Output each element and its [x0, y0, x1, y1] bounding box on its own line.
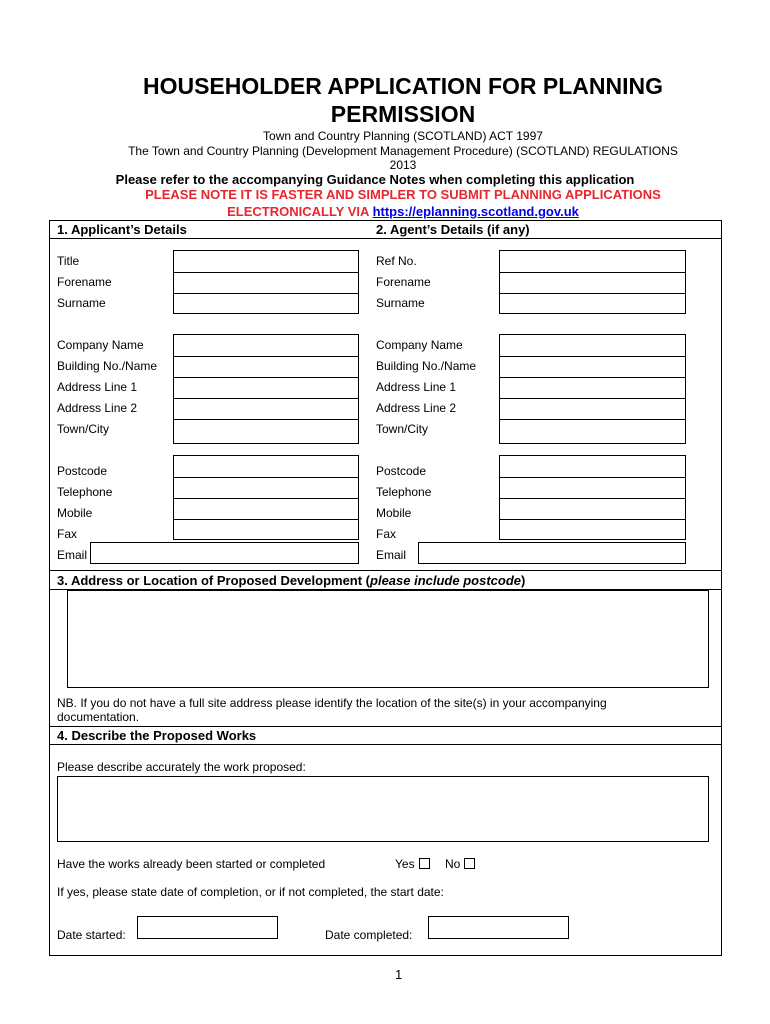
agent-surname-label: Surname	[376, 296, 425, 310]
agent-company-label: Company Name	[376, 338, 463, 352]
applicant-telephone-input[interactable]	[174, 478, 358, 499]
applicant-address2-input[interactable]	[174, 399, 358, 420]
site-address-input[interactable]	[67, 590, 709, 688]
applicant-postcode-input[interactable]	[174, 456, 358, 478]
site-address-heading-text: 3. Address or Location of Proposed Development (	[57, 573, 371, 588]
agent-email-input[interactable]	[418, 542, 686, 564]
agent-postcode-label: Postcode	[376, 464, 427, 478]
site-address-note-line2: documentation.	[57, 710, 140, 724]
applicant-title-label: Title	[57, 254, 80, 268]
yes-option[interactable]	[395, 857, 430, 871]
agent-forename-label: Forename	[376, 275, 431, 289]
agent-details-heading: 2. Agent’s Details (if any)	[376, 222, 530, 237]
yes-checkbox[interactable]	[419, 858, 430, 869]
no-option[interactable]	[445, 857, 475, 871]
agent-ref-label: Ref No.	[376, 254, 417, 268]
agent-postcode-input[interactable]	[500, 456, 685, 478]
divider	[49, 726, 722, 727]
applicant-title-input[interactable]	[174, 251, 358, 273]
applicant-address-fields	[173, 334, 359, 444]
electronic-notice-line2	[0, 204, 770, 219]
agent-mobile-input[interactable]	[500, 499, 685, 520]
divider	[49, 570, 722, 571]
date-completed-input[interactable]	[428, 916, 569, 939]
act-text: Town and Country Planning (SCOTLAND) ACT 1997	[263, 129, 543, 143]
agent-address1-input[interactable]	[500, 378, 685, 399]
regulations-year: 2013	[389, 158, 417, 172]
applicant-address2-label: Address Line 2	[57, 401, 138, 415]
agent-address-fields	[499, 334, 686, 444]
regulations-text: The Town and Country Planning (Development Management Procedure) (SCOTLAND) REGULATIONS	[128, 144, 678, 158]
agent-telephone-label: Telephone	[376, 485, 432, 499]
site-address-note-line1: NB. If you do not have a full site address please identify the location of the site(s) in your accompanying	[57, 696, 607, 710]
agent-contact-fields	[499, 455, 686, 540]
site-address-heading-italic: please include postcode	[370, 573, 522, 588]
page-number: 1	[395, 967, 403, 982]
guidance-note: Please refer to the accompanying Guidance Notes when completing this application	[115, 172, 635, 187]
divider	[49, 238, 722, 239]
applicant-surname-label: Surname	[57, 296, 106, 310]
agent-company-input[interactable]	[500, 335, 685, 357]
date-started-label: Date started:	[57, 928, 126, 942]
agent-address2-input[interactable]	[500, 399, 685, 420]
applicant-fax-label: Fax	[57, 527, 78, 541]
applicant-address1-input[interactable]	[174, 378, 358, 399]
applicant-name-fields	[173, 250, 359, 314]
agent-building-input[interactable]	[500, 357, 685, 378]
applicant-telephone-label: Telephone	[57, 485, 113, 499]
electronic-notice-text: ELECTRONICALLY VIA	[227, 204, 369, 219]
applicant-building-input[interactable]	[174, 357, 358, 378]
agent-town-input[interactable]	[500, 420, 685, 443]
form-frame	[49, 220, 722, 956]
describe-works-input[interactable]	[57, 776, 709, 842]
applicant-mobile-input[interactable]	[174, 499, 358, 520]
date-started-input[interactable]	[137, 916, 278, 939]
agent-building-label: Building No./Name	[376, 359, 477, 373]
applicant-town-label: Town/City	[57, 422, 110, 436]
applicant-details-heading: 1. Applicant’s Details	[57, 222, 187, 237]
agent-email-label: Email	[376, 548, 407, 562]
site-address-note	[57, 696, 607, 724]
applicant-fax-input[interactable]	[174, 520, 358, 539]
agent-fax-input[interactable]	[500, 520, 685, 539]
agent-forename-input[interactable]	[500, 273, 685, 294]
no-label: No	[445, 857, 461, 871]
form-title	[0, 72, 770, 128]
agent-town-label: Town/City	[376, 422, 429, 436]
applicant-surname-input[interactable]	[174, 294, 358, 313]
applicant-email-input[interactable]	[90, 542, 359, 564]
applicant-company-input[interactable]	[174, 335, 358, 357]
applicant-contact-fields	[173, 455, 359, 540]
agent-fax-label: Fax	[376, 527, 397, 541]
title-line-1: HOUSEHOLDER APPLICATION FOR PLANNING	[142, 73, 664, 99]
eplanning-link[interactable]: https://eplanning.scotland.gov.uk	[372, 204, 579, 219]
applicant-building-label: Building No./Name	[57, 359, 158, 373]
site-address-heading	[57, 573, 525, 588]
agent-address1-label: Address Line 1	[376, 380, 457, 394]
yes-label: Yes	[395, 857, 415, 871]
agent-surname-input[interactable]	[500, 294, 685, 313]
applicant-town-input[interactable]	[174, 420, 358, 443]
agent-ref-input[interactable]	[500, 251, 685, 273]
title-line-2: PERMISSION	[330, 101, 476, 127]
proposed-works-heading: 4. Describe the Proposed Works	[57, 728, 257, 743]
applicant-company-label: Company Name	[57, 338, 144, 352]
electronic-notice-line1: PLEASE NOTE IT IS FASTER AND SIMPLER TO SUBMIT PLANNING APPLICATIONS	[145, 187, 661, 202]
agent-name-fields	[499, 250, 686, 314]
no-checkbox[interactable]	[464, 858, 475, 869]
agent-address2-label: Address Line 2	[376, 401, 457, 415]
agent-mobile-label: Mobile	[376, 506, 412, 520]
applicant-postcode-label: Postcode	[57, 464, 108, 478]
describe-works-label: Please describe accurately the work proposed:	[57, 760, 306, 774]
agent-telephone-input[interactable]	[500, 478, 685, 499]
applicant-forename-input[interactable]	[174, 273, 358, 294]
date-completed-label: Date completed:	[325, 928, 413, 942]
site-address-heading-end: )	[521, 573, 526, 588]
date-instructions: If yes, please state date of completion, or if not completed, the start date:	[57, 885, 444, 899]
works-started-question: Have the works already been started or completed	[57, 857, 326, 871]
applicant-forename-label: Forename	[57, 275, 112, 289]
divider	[49, 744, 722, 745]
applicant-mobile-label: Mobile	[57, 506, 93, 520]
applicant-email-label: Email	[57, 548, 88, 562]
applicant-address1-label: Address Line 1	[57, 380, 138, 394]
